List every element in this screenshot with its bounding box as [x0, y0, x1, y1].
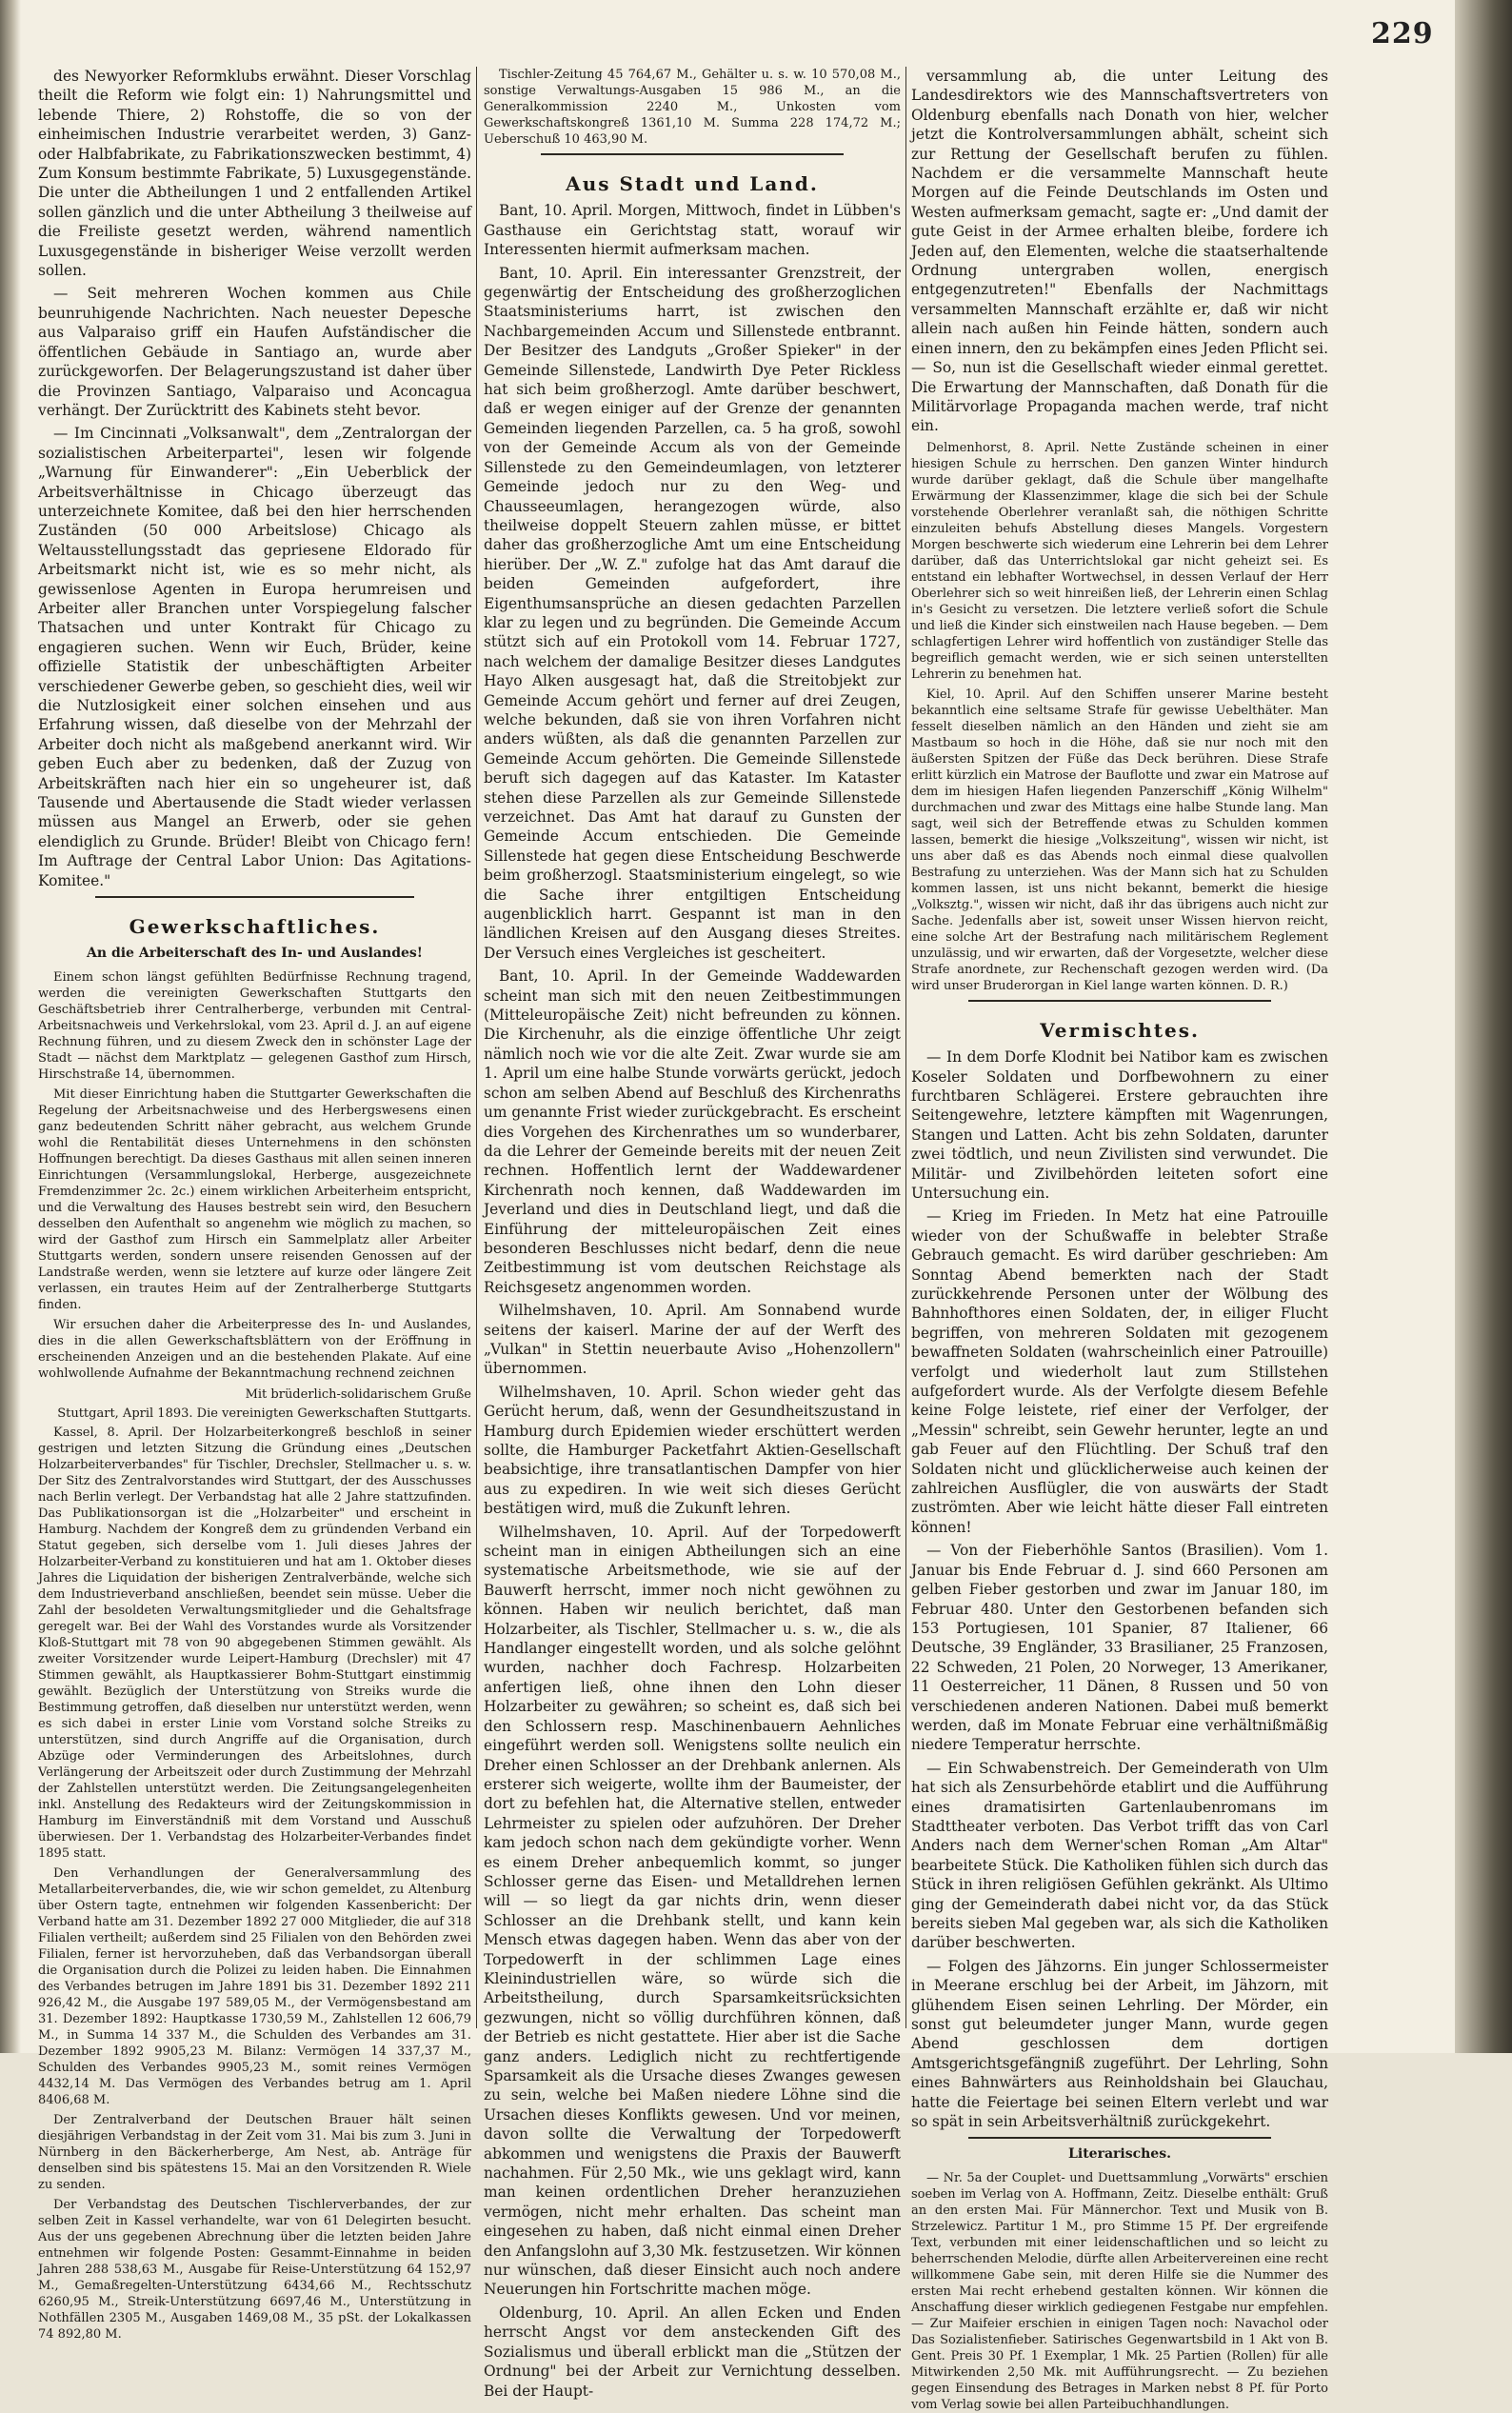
article-subheading: An die Arbeiterschaft des In- und Auslandes! — [87, 946, 423, 962]
column-rule-2 — [905, 67, 906, 2028]
left-page-edge — [0, 0, 21, 2053]
signoff-signature: Stuttgart, April 1893. Die vereinigten Gewerkschaften Stuttgarts. — [57, 1406, 471, 1422]
paragraph: Wilhelmshaven, 10. April. Am Sonnabend wurde seitens der kaiserl. Marine der auf der Werft des „Vulkan" in Stettin neuerbaute Aviso „Hohenzollern" übernommen. — [484, 1302, 901, 1378]
paragraph: — Folgen des Jähzorns. Ein junger Schlossermeister in Meerane erschlug bei der Arbeit, im Jähzorn, mit glühendem Eisen seinen Lehrling. Der Mörder, ein sonst gut beleumdeter junger Mann, wurde gegen Abend geschlossen dem dortigen Amtsgerichtsgefängniß zugeführt. Der Lehrling, Sohn eines Bahnwärters aus Reinholdshain bei Glauchau, hatte die Feiertage bei seinen Eltern verlebt und war so spät in sein Arbeitsverhältniß zurückgekehrt. — [911, 1957, 1328, 2131]
section-divider — [968, 1000, 1271, 1002]
paragraph: — Ein Schwabenstreich. Der Gemeinderath von Ulm hat sich als Zensurbehörde etablirt und die Aufführung eines dramatisirten Gartenlaubenromans im Stadttheater verboten. Das Verbot trifft das von Carl Anders nach dem Werner'schen Roman „Am Altar" bearbeitete Stück. Die Katholiken fühlen sich durch das Stück in ihren religiösen Gefühlen gekränkt. Als Ultimo ging der Gemeinderath dabei nicht vor, da das Stück bereits sieben Mal gegeben war, als sich die Katholiken darüber beschwerten. — [911, 1759, 1328, 1952]
paragraph: — Im Cincinnati „Volksanwalt", dem „Zentralorgan der sozialistischen Arbeiterpartei", lesen wir folgende „Warnung für Einwanderer": „Ein Ueberblick der Arbeitsverhältnisse in Chicago überzeugt das unterzeichnete Komitee, daß bei den hier herrschenden Zuständen (50 000 Arbeitslose) Chicago als Weltausstellungsstadt das gepriesene Eldorado für Arbeitsmarkt nicht ist, wie es so mehr nicht, als gewissenlose Agenten in Europa herumreisen und Arbeiter aller Branchen unter Vorspiegelung falscher Thatsachen und unter Kontrakt für Chicago zu engagieren suchen. Wenn wir Euch, Brüder, keine offizielle Statistik der unbeschäftigten Arbeiter verschiedener Gewerbe geben, so geschieht dies, weil wir die Nutzlosigkeit einer solchen einsehen und aus Erfahrung wissen, daß dieselbe von der Mehrzahl der Arbeiter doch nicht als maßgebend anerkannt wird. Wir geben Euch aber zu bedenken, daß der Zuzug von Arbeitskräften nach hier ein so ungeheurer ist, daß Tausende und Abertausende die Stadt wieder verlassen müssen aus Mangel an Erwerb, oder sie gehen elendiglich zu Grunde. Brüder! Bleibt von Chicago fern! Im Auftrage der Central Labor Union: Das Agitations-Komitee." — [38, 425, 471, 889]
column-1 — [38, 67, 471, 2342]
paragraph: Tischler-Zeitung 45 764,67 M., Gehälter u. s. w. 10 570,08 M., sonstige Verwaltungs-Ausgaben 15 986 M., an die Generalkommission 2240 M., Unkosten vom Gewerkschaftskongreß 1361,10 M. Summa 228 174,72 M.; Ueberschuß 10 463,90 M. — [484, 68, 901, 147]
section-heading-aus-stadt-und-land: Aus Stadt und Land. — [566, 172, 819, 195]
paragraph: Bant, 10. April. In der Gemeinde Waddewarden scheint man sich mit den neuen Zeitbestimmungen (Mitteleuropäische Zeit) nicht befreunden zu können. Die Kirchenuhr, als die einzige öffentliche Uhr zeigt nämlich noch wie vor die alte Zeit. Zwar wurde sie am 1. April um eine halbe Stunde vorwärts gerückt, jedoch schon am selben Abend auf Beschluß des Kirchenraths um genannte Frist wieder zurückgebracht. Es erscheint dies Vorgehen des Kirchenrathes um so wunderbarer, da die Lehrer der Gemeinde bereits mit der neuen Zeit rechnen. Hoffentlich lernt der Waddewardener Kirchenrath noch kennen, daß Waddewarden im Jeverland und dies in Deutschland liegt, und daß die Einführung der mitteleuropäischen Zeit eines besonderen Beschlusses nicht bedarf, denn die neue Zeitbestimmung ist vom deutschen Reichstage als Reichsgesetz angenommen worden. — [484, 967, 901, 1296]
paragraph: Kiel, 10. April. Auf den Schiffen unserer Marine besteht bekanntlich eine seltsame Strafe für gewisse Uebelthäter. Man fesselt dieselben nämlich an den Händen und zieht sie am Mastbaum so hoch in die Höhe, daß sie nur noch mit den äußersten Spitzen der Füße das Deck berühren. Diese Strafe erlitt kürzlich ein Matrose der Bauflotte und zwar ein Matrose auf dem im hiesigen Hafen liegenden Panzerschiff „König Wilhelm" durchmachen und zwar des Mittags eine halbe Stunde lang. Man sagt, weil sich der Betreffende etwas zu Schulden kommen lassen, bemerkt die hiesige „Volkszeitung", wissen wir nicht, ist uns aber daß es das Abends noch einmal diese qualvollen Bestrafung zu unterziehen. Was der Mann sich hat zu Schulden kommen lassen, ist uns nicht bekannt, bemerkt die hiesige „Volksztg.", wissen wir nicht, daß ihr das übrigens auch nicht zur Sache. Jedenfalls aber ist, soweit unser Wissen hiervon reicht, eine solche Art der Bestrafung nach militärischem Reglement unzulässig, und wir erwarten, daß der Vorgesetzte, welcher diese Strafe anordnete, zur Rechenschaft gezogen werden wird. (Da wird unser Bruderorgan in Kiel lange warten können. D. R.) — [911, 687, 1328, 993]
paragraph: Oldenburg, 10. April. An allen Ecken und Enden herrscht Angst vor dem ansteckenden Gift des Sozialismus und überall erblickt man die „Stützen der Ordnung" bei der Arbeit zur Vernichtung desselben. Bei der Haupt- — [484, 2303, 901, 2400]
section-heading-literarisches: Literarisches. — [1068, 2146, 1171, 2163]
paragraph: — In dem Dorfe Klodnit bei Natibor kam es zwischen Koseler Soldaten und Dorfbewohnern zu einer furchtbaren Schlägerei. Erstere gebrauchten ihre Seitengewehre, letztere kämpften mit Wagenrungen, Stangen und Latten. Acht bis zehn Soldaten, darunter zwei tödtlich, und neun Zivilisten sind verwundet. Die Militär- und Zivilbehörden leiteten sofort eine Untersuchung ein. — [911, 1048, 1328, 1202]
signoff: Mit brüderlich-solidarischem Gruße — [245, 1386, 471, 1402]
paragraph: Bant, 10. April. Ein interessanter Grenzstreit, der gegenwärtig der Entscheidung des großherzoglichen Staatsministeriums harrt, ist zwischen den Nachbargemeinden Accum und Sillenstede entbrannt. Der Besitzer des Landguts „Großer Spieker" in der Gemeinde Sillenstede, Landwirth Dye Peter Rickless hat sich beim großherzogl. Amte darüber beschwert, daß er wegen einiger auf der Grenze der genannten Gemeinden liegenden Parzellen, ca. 5 ha groß, sowohl von der Gemeinde Accum als von der Gemeinde Sillenstede zu den Gemeindeumlagen, von letzterer Gemeinde jedoch nur zu den Weg- und Chausseeumlagen, herangezogen würde, also theilweise doppelt Steuern zahlen müsse, er bittet daher das großherzogliche Amt um eine Entscheidung hierüber. Der „W. Z." zufolge hat das Amt darauf die beiden Gemeinden aufgefordert, ihre Eigenthumsansprüche an diesen gedachten Parzellen klar zu legen und zu begründen. Die Gemeinde Accum stützt sich auf ein Protokoll vom 14. Februar 1727, nach welchem der damalige Besitzer dieses Landgutes Hayo Alken ausgesagt hat, daß die Streitobjekt zur Gemeinde Accum gehört und ferner auf drei Zeugen, welche bekunden, daß sie von ihren Vorfahren nicht anders wüßten, als daß die genannten Parzellen zur Gemeinde Accum gehörten. Die Gemeinde Sillenstede beruft sich dagegen auf das Kataster. Im Kataster stehen diese Parzellen als zur Gemeinde Sillenstede verzeichnet. Das Amt hat darauf zu Gunsten der Gemeinde Accum entschieden. Die Gemeinde Sillenstede hat gegen diese Entscheidung Beschwerde beim großherzogl. Staatsministerium eingelegt, so wie die Sache ihrer entgiltigen Entscheidung augenblicklich harrt. Gespannt ist man in den ländlichen Kreisen auf den Ausgang dieses Streites. Der Versuch eines Vergleiches ist gescheitert. — [484, 264, 901, 962]
paragraph: Der Verbandstag des Deutschen Tischlerverbandes, der zur selben Zeit in Kassel verhandelte, war von 61 Delegirten besucht. Aus der uns gegebenen Abrechnung über die letzten beiden Jahre entnehmen wir folgende Posten: Gesammt-Einnahme in beiden Jahren 288 538,63 M., Ausgabe für Reise-Unterstützung 64 152,97 M., Gemaßregelten-Unterstützung 6434,66 M., Rechtsschutz 6260,95 M., Streik-Unterstützung 6697,46 M., Unterstützung in Nothfällen 2305 M., Ausgaben 1469,08 M., 35 pSt. der Lokalkassen 74 892,80 M. — [38, 2197, 471, 2342]
section-divider — [541, 153, 844, 155]
column-3 — [911, 67, 1328, 2412]
section-divider — [95, 896, 414, 898]
paragraph: — Krieg im Frieden. In Metz hat eine Patrouille wieder von der Schußwaffe in belebter Straße Gebrauch gemacht. Es wird darüber geschrieben: Am Sonntag Abend bemerkten nach der Stadt zurückkehrende Personen unter der Wölbung des Bahnhofthores einen Soldaten, der, in eiliger Flucht begriffen, von mehreren Soldaten mit gezogenem bewaffneten Soldaten (wahrscheinlich einer Patrouille) verfolgt und wiederholt laut zum Stillstehen aufgefordert wurde. Als der Verfolgte diesem Befehle keine Folge leistete, rief einer der Verfolger, der „Messin" schreibt, sein Gewehr herunter, legte an und gab Feuer auf den Flüchtling. Der Schuß traf den Soldaten nicht und glücklicherweise auch keinen der zahlreichen Ausflügler, die von auswärts der Stadt zuströmten. Aber wie leicht hätte dieser Fall eintreten können! — [911, 1207, 1328, 1536]
paragraph: Wilhelmshaven, 10. April. Auf der Torpedowerft scheint man in einigen Abtheilungen sich an eine systematische Arbeitsmethode, wie sie auf der Bauwerft herrscht, immer noch nicht gewöhnen zu können. Haben wir neulich berichtet, daß man Holzarbeiter, als Tischler, Stellmacher u. s. w., die als Handlanger eingestellt worden, und als solche gelöhnt wurden, nachher doch Fachresp. Holzarbeiten anfertigen ließ, ohne ihnen den Lohn dieser Holzarbeiter zu gewähren; so scheint es, daß sich bei den Schlossern resp. Maschinenbauern Aehnliches eingeführt werden soll. Wenigstens sollte neulich ein Dreher einen Schlosser an der Drehbank anlernen. Als ersterer sich weigerte, wollte ihm der Baumeister, der dort zu befehlen hat, die Alternative stellen, entweder Lehrmeister zu spielen oder aufzuhören. Der Dreher kam jedoch schon nach dem gekündigte vorher. Wenn es einem Dreher anbequemlich kommt, so junger Schlosser gerne das Eisen- und Metalldrehen lernen will — so liegt da gar nichts drin, wenn dieser Schlosser an die Drehbank stellt, und kann kein Mensch etwas dagegen haben. Wenn das aber von der Torpedowerft in der schlimmen Lage eines Kleinindustriellen wäre, so würde sich die Arbeitstheilung, durch Sparsamkeitsrücksichten gezwungen, nicht so völlig durchführen können, daß der Betrieb es nicht gestattete. Hier aber ist die Sache ganz anders. Lediglich nicht zu rechtfertigende Sparsamkeit als die Ursache dieses Zwanges gewesen zu sein, welche bei Maßen niedere Löhne sind die Ursachen dieses Konflikts gewesen. Und vor meinen, davon sollte die Verwaltung der Torpedowerft abkommen und wenigstens die Praxis der Bauwerft nachahmen. Für 2,50 Mk., wie uns geklagt wird, kann man keinen ordentlichen Dreher heranzuziehen vermögen, nicht mehr erhalten. Das scheint man eingesehen zu haben, daß nicht einmal einen Dreher den Anfangslohn auf 3,30 Mk. festzusetzen. Wir können nur wünschen, daß dieser Einsicht auch noch andere Neuerungen hin Fortschritte machen möge. — [484, 1523, 901, 2299]
paragraph: Kassel, 8. April. Der Holzarbeiterkongreß beschloß in seiner gestrigen und letzten Sitzung die Gründung eines „Deutschen Holzarbeiterverbandes" für Tischler, Drechsler, Stellmacher u. s. w. Der Sitz des Zentralvorstandes wird Stuttgart, der des Ausschusses nach Berlin verlegt. Der Verbandstag hat alle 2 Jahre stattzufinden. Das Publikationsorgan ist die „Holzarbeiter" und erscheint in Hamburg. Nachdem der Kongreß dem zu gründenden Verband ein Statut gegeben, sich derselbe vom 1. Juli dieses Jahres der Holzarbeiter-Verband zu konstituieren und hat am 1. Oktober dieses Jahres die Liquidation der bisherigen Zentralverbände, welche sich dem Industrieverband anschließen, beendet sein müsse. Ueber die Zahl der besoldeten Verwaltungsmitglieder und die Gehaltsfrage geregelt war. Bei der Wahl des Vorstandes wurde als Vorsitzender Kloß-Stuttgart mit 78 von 90 abgegebenen Stimmen gewählt. Als zweiter Vorsitzender wurde Leipert-Hamburg (Drechsler) mit 47 Stimmen gewählt, als Hauptkassierer Bohm-Stuttgart einstimmig gewählt. Bezüglich der Unterstützung von Streiks wurde die Bestimmung getroffen, daß dieselben nur unterstützt werden, wenn es sich dabei in erster Linie vom Vorstand solche Streiks zu unterstützen, sind durch Angriffe auf die Organisation, durch Abzüge oder Verminderungen des Arbeitslohnes, durch Verlängerung der Arbeitszeit oder durch Zustimmung der Mehrzahl der Zahlstellen unterstützt werden. Die Zeitungsangelegenheiten inkl. Anstellung des Redakteurs wird der Zeitungskommission in Hamburg im Einverständniß mit dem Vorstand und Ausschuß überwiesen. Der 1. Verbandstag des Holzarbeiter-Verbandes findet 1895 statt. — [38, 1425, 471, 1861]
paragraph: Der Zentralverband der Deutschen Brauer hält seinen diesjährigen Verbandstag in der Zeit vom 31. Mai bis zum 3. Juni in Nürnberg in den Bäckerherberge, Am Nest, ab. Anträge für denselben sind bis spätestens 15. Mai an den Vorsitzenden R. Wiele zu senden. — [38, 2112, 471, 2192]
paragraph: Mit dieser Einrichtung haben die Stuttgarter Gewerkschaften die Regelung der Arbeitsnachweise und des Herbergswesens einen ganz bedeutenden Schritt näher gebracht, aus welchem Grunde wohl die Rentabilität dieses Unternehmens in den schönsten Hoffnungen berechtigt. Da dieses Gasthaus mit allen seinen inneren Einrichtungen (Versammlungslokal, Herberge, ausgezeichnete Fremdenzimmer 2c. 2c.) einem wirklichen Arbeiterheim entspricht, und die Verwaltung des Hauses bestrebt sein wird, den Besuchern desselben den Aufenthalt so angenehm wie möglich zu machen, so wird der Gasthof zum Hirsch ein Sammelplatz aller Arbeiter Stuttgarts werden, sondern unsere reisenden Genossen auf der Landstraße werden, wenn sie letztere auf kurze oder längere Zeit verlassen, ein trautes Heim auf der Zentralherberge Stuttgarts finden. — [38, 1087, 471, 1312]
section-heading-gewerkschaftliches: Gewerkschaftliches. — [129, 915, 381, 939]
paragraph: versammlung ab, die unter Leitung des Landesdirektors wie des Mannschaftsvertreters von Oldenburg ebenfalls nach Donath von hier, welcher jetzt die Kontrolversammlungen abhält, scheint sich zur Rettung der Gesellschaft berufen zu fühlen. Nachdem er die versammelte Mannschaft heute Morgen auf die Feinde Deutschlands im Osten und Westen aufmerksam gemacht, sagte er: „Und damit der gute Geist in der Armee erhalten bleibe, fordere ich Jeden auf, den Elementen, welche die staatserhaltende Ordnung untergraben wollen, energisch entgegenzutreten!" Ebenfalls der Nachmittags versammelten Mannschaft erzählte er, daß wir nicht allein nach außen hin Feinde hätten, sondern auch einen innern, den zu bekämpfen eines Jeden Pflicht sei. — So, nun ist die Gesellschaft wieder einmal gerettet. Die Erwartung der Mannschaften, daß Donath für die Militärvorlage Propaganda machen werde, traf nicht ein. — [911, 68, 1328, 435]
paragraph: des Newyorker Reformklubs erwähnt. Dieser Vorschlag theilt die Reform wie folgt ein: 1) Nahrungsmittel und lebende Thiere, 2) Rohstoffe, die so von der einheimischen Industrie verarbeitet werden, 3) Ganz- oder Halbfabrikate, zu Fabrikationszwecken bestimmt, 4) Zum Konsum bestimmte Fabrikate, 5) Luxusgegenstände. Die unter die Abtheilungen 1 und 2 entfallenden Artikel sollen gänzlich und die unter Abtheilung 3 theilweise auf die Freiliste gesetzt werden, während namentlich Luxusgegenstände in bisheriger Weise verzollt werden sollen. — [38, 68, 471, 280]
paragraph: — Seit mehreren Wochen kommen aus Chile beunruhigende Nachrichten. Nach neuester Depesche aus Valparaiso griff ein Haufen Aufständischer die öffentlichen Gebäude in Santiago an, wurde aber zurückgeworfen. Der Belagerungszustand ist daher über die Provinzen Santiago, Valparaiso und Aconcagua verhängt. Der Zurücktritt des Kabinets steht bevor. — [38, 285, 471, 419]
paragraph: Einem schon längst gefühlten Bedürfnisse Rechnung tragend, werden die vereinigten Gewerkschaften Stuttgarts den Geschäftsbetrieb ihrer Centralherberge, verbunden mit Central-Arbeitsnachweis und Verkehrslokal, vom 23. April d. J. an auf eigene Rechnung führen, und zu diesem Zweck den in schönster Lage der Stadt — nächst dem Marktplatz — gelegenen Gasthof zum Hirsch, Hirschstraße 14, übernommen. — [38, 969, 471, 1082]
paragraph: Wir ersuchen daher die Arbeiterpresse des In- und Auslandes, dies in die allen Gewerkschaftsblättern von der Eröffnung in erscheinenden Anzeigen und an die bestehenden Plakate. Auf eine wohlwollende Aufnahme der Bekanntmachung rechnend zeichnen — [38, 1317, 471, 1381]
column-2 — [484, 67, 901, 2400]
paragraph: Bant, 10. April. Morgen, Mittwoch, findet in Lübben's Gasthause ein Gerichtstag statt, worauf wir Interessenten hiermit aufmerksam machen. — [484, 202, 901, 259]
paragraph: Delmenhorst, 8. April. Nette Zustände scheinen in einer hiesigen Schule zu herrschen. Den ganzen Winter hindurch wurde darüber geklagt, daß die Schule über mangelhafte Erwärmung der Klassenzimmer, klage die sich bei der Schule vorstehende Oberlehrer veranlaßt sah, die nöthigen Schritte einzuleiten behufs Abstellung dieses Mangels. Vorgestern Morgen beschwerte sich wiederum eine Lehrerin bei dem Lehrer darüber, daß das Unterrichtslokal gar nicht geheizt sei. Es entstand ein lebhafter Wortwechsel, in dessen Verlauf der Herr Oberlehrer sich so weit hinreißen ließ, der Lehrerin einen Schlag in's Gesicht zu versetzen. Die letztere verließ sofort die Schule und ließ die Kinder sich einstweilen nach Hause begeben. — Dem schlagfertigen Lehrer wird hoffentlich von zuständiger Stelle das begreiflich gemacht werden, wie er sich seinen unterstellten Lehrerin zu benehmen hat. — [911, 440, 1328, 682]
section-heading-vermischtes: Vermischtes. — [1040, 1018, 1200, 1042]
paragraph: Wilhelmshaven, 10. April. Schon wieder geht das Gerücht herum, daß, wenn der Gesundheitszustand in Hamburg durch Epidemien wieder erschüttert werden sollte, die Hamburger Packetfahrt Aktien-Gesellschaft beabsichtige, ihre transatlantischen Dampfer von hier aus zu expediren. In wie weit sich dieses Gerücht bestätigen wird, muß die Zukunft lehren. — [484, 1383, 901, 1518]
paragraph: — Von der Fieberhöhle Santos (Brasilien). Vom 1. Januar bis Ende Februar d. J. sind 660 Personen am gelben Fieber gestorben und zwar im Januar 180, im Februar 480. Unter den Gestorbenen befanden sich 153 Portugiesen, 101 Spanier, 87 Italiener, 66 Deutsche, 39 Engländer, 33 Brasilianer, 25 Franzosen, 22 Schweden, 21 Polen, 20 Norweger, 13 Amerikaner, 11 Oesterreicher, 11 Dänen, 8 Russen und 50 von verschiedenen anderen Nationen. Dabei muß bemerkt werden, daß im Monate Februar eine verhältnißmäßig niedere Temperatur herrschte. — [911, 1542, 1328, 1754]
column-rule-1 — [476, 67, 477, 2028]
paragraph: — Nr. 5a der Couplet- und Duettsammlung „Vorwärts" erschien soeben im Verlag von A. Hoffmann, Zeitz. Dieselbe enthält: Gruß an den ersten Mai. Für Männerchor. Text und Musik von B. Strzelewicz. Partitur 1 M., pro Stimme 15 Pf. Der ergreifende Text, verbunden mit einer leidenschaftlichen und so leicht zu beherrschenden Melodie, dürfte allen Arbeitervereinen eine recht willkommene Gabe sein, mit deren Hilfe sie die Nummer des ersten Mai recht erhebend gestalten können. Wir können die Anschaffung dieser wirklich gediegenen Festgabe nur empfehlen. — Zur Maifeier erschien in einigen Tagen noch: Navachol oder Das Sozialistenfieber. Satirisches Gegenwartsbild in 1 Akt von B. Gent. Preis 30 Pf. 1 Exemplar, 1 Mk. 25 Partien (Rollen) für alle Mitwirkenden 2,50 Mk. mit Aufführungsrecht. — Zu beziehen gegen Einsendung des Betrages in Marken nebst 8 Pf. für Porto vom Verlag sowie bei allen Parteibuchhandlungen. — [911, 2170, 1328, 2412]
paragraph: Den Verhandlungen der Generalversammlung des Metallarbeiterverbandes, die, wie wir schon gemeldet, zu Altenburg über Ostern tagte, entnehmen wir folgenden Kassenbericht: Der Verband hatte am 31. Dezember 1892 27 000 Mitglieder, die auf 318 Filialen vertheilt; außerdem sind 25 Filialen von den Behörden zwei Filialen, ferner ist hervorzuheben, daß das Verbandsorgan überall die Organisation durch die Polizei zu leiden haben. Die Einnahmen des Verbandes betrugen im Jahre 1891 bis 31. Dezember 1892 211 926,42 M., die Ausgabe 197 589,05 M., der Vermögensbestand am 31. Dezember 1892: Hauptkasse 1730,59 M., Zahlstellen 12 606,79 M., in Summa 14 337 M., die Schulden des Verbandes am 31. Dezember 1892 9905,23 M. Bilanz: Vermögen 14 337,37 M., Schulden des Verbandes 9905,23 M., somit reines Vermögen 4432,14 M. Das Vermögen des Verbandes betrug am 1. April 8406,68 M. — [38, 1865, 471, 2107]
section-divider — [968, 2137, 1271, 2139]
book-gutter — [1455, 0, 1512, 2053]
page-number: 229 — [1371, 17, 1434, 50]
